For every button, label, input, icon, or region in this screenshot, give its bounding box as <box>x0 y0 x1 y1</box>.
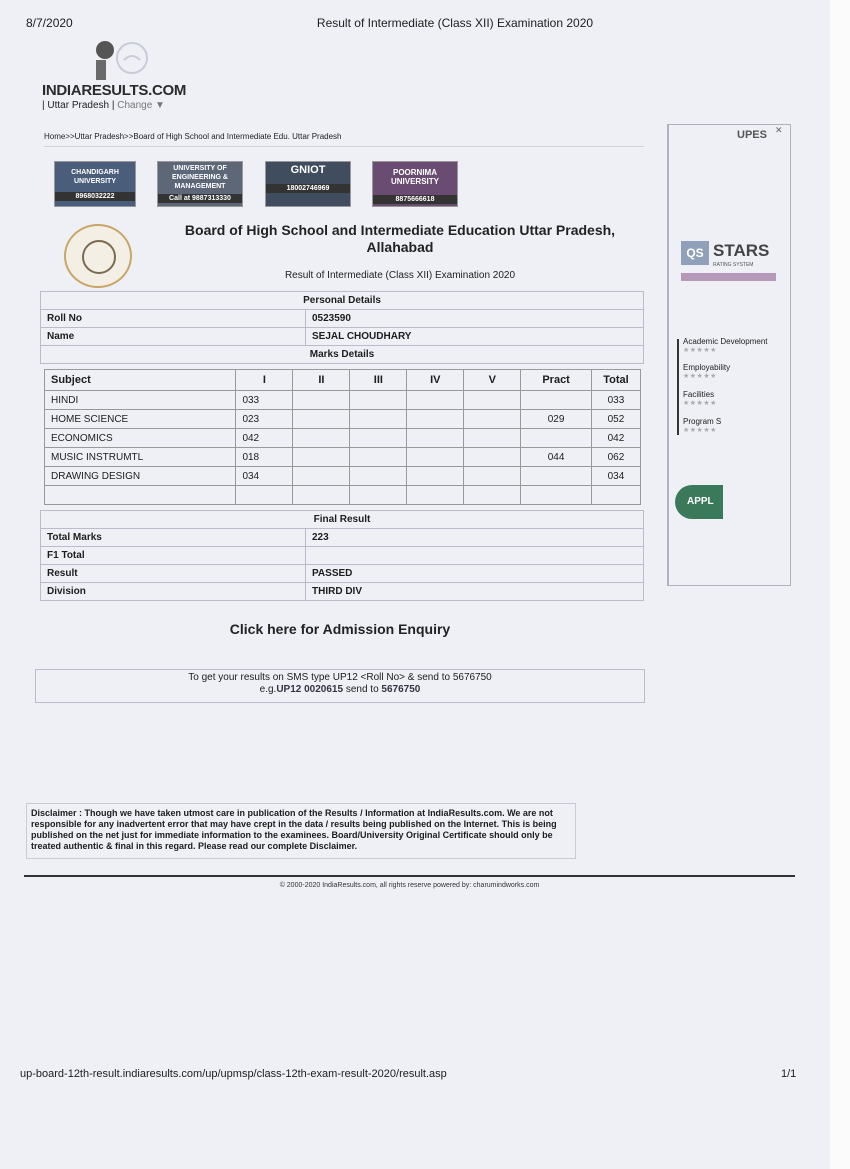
mark-cell: 034 <box>236 467 293 486</box>
board-emblem-icon <box>64 224 132 288</box>
sms-example: e.g.UP12 0020615 send to 5676750 <box>259 684 421 695</box>
mark-cell <box>293 448 350 467</box>
qs-subtitle: RATING SYSTEM <box>713 262 754 268</box>
qs-stars-badge <box>681 241 776 287</box>
brand-name: INDIARESULTS.COM <box>42 82 187 99</box>
breadcrumb[interactable]: Home>>Uttar Pradesh>>Board of High School and Intermediate Edu. Uttar Pradesh <box>44 132 342 141</box>
criterion-employability: Employability ★★★★★ <box>683 363 731 380</box>
pract-cell: 044 <box>521 448 592 467</box>
col-paper-5: V <box>464 370 521 391</box>
criterion-academic: Academic Development ★★★★★ <box>683 337 768 354</box>
mark-cell <box>464 391 521 410</box>
roll-no-label: Roll No <box>41 310 306 328</box>
qs-title: STARS <box>713 241 770 260</box>
division-label: Division <box>41 583 306 601</box>
personal-details-table <box>40 291 644 364</box>
table-row <box>45 448 641 467</box>
mark-cell <box>293 429 350 448</box>
print-title: Result of Intermediate (Class XII) Examination 2020 <box>316 16 594 30</box>
col-paper-3: III <box>350 370 407 391</box>
qs-logo: QS <box>681 241 709 265</box>
exam-subtitle: Result of Intermediate (Class XII) Examination 2020 <box>284 270 516 281</box>
print-date: 8/7/2020 <box>26 16 73 30</box>
result-label: Result <box>41 565 306 583</box>
print-url: up-board-12th-result.indiaresults.com/up/upmsp/class-12th-exam-result-2020/result.asp <box>20 1068 447 1080</box>
mark-cell: 033 <box>236 391 293 410</box>
paper-edge <box>830 0 850 1169</box>
print-page-number: 1/1 <box>781 1068 797 1080</box>
mark-cell <box>350 391 407 410</box>
mark-cell <box>407 429 464 448</box>
mark-cell <box>407 486 464 505</box>
table-row <box>45 486 641 505</box>
brand-region: | Uttar Pradesh | <box>42 100 115 111</box>
disclaimer-box: Disclaimer : Though we have taken utmost care in publication of the Results / Information at IndiaResults.com. We are not responsible for any inadvertent error that may have crept in the data / results being published on the Internet. This is being published on the net just for immediate information to the examinees. Board/University Original Certificate should only be treated authentic & final in this regard. Please read our complete Disclaimer. <box>26 803 576 859</box>
col-paper-1: I <box>236 370 293 391</box>
board-title: Board of High School and Intermediate Education Uttar Pradesh, Allahabad <box>184 222 616 255</box>
upes-logo: UPES <box>737 129 767 141</box>
total-marks-label: Total Marks <box>41 529 306 547</box>
sms-instruction: To get your results on SMS type UP12 <Roll No> & send to 5676750 <box>188 672 492 683</box>
f1-total-value <box>306 547 644 565</box>
mark-cell <box>350 448 407 467</box>
breadcrumb-divider <box>44 146 644 147</box>
total-marks-value: 223 <box>306 529 644 547</box>
col-total: Total <box>591 370 640 391</box>
pract-cell <box>521 467 592 486</box>
admission-enquiry-link[interactable]: Click here for Admission Enquiry <box>229 621 451 637</box>
sms-info-box <box>35 669 645 703</box>
mark-cell <box>236 486 293 505</box>
division-value: THIRD DIV <box>306 583 644 601</box>
total-cell: 042 <box>591 429 640 448</box>
ad-chandigarh-university[interactable]: CHANDIGARH UNIVERSITY 8968032222 <box>54 161 136 207</box>
total-cell: 062 <box>591 448 640 467</box>
table-row <box>45 410 641 429</box>
criterion-program: Program S ★★★★★ <box>683 417 722 434</box>
total-cell: 034 <box>591 467 640 486</box>
final-result-heading: Final Result <box>41 511 644 529</box>
col-paper-4: IV <box>407 370 464 391</box>
table-row <box>45 391 641 410</box>
marks-header-row <box>45 370 641 391</box>
pract-cell: 029 <box>521 410 592 429</box>
roll-no-value: 0523590 <box>306 310 644 328</box>
subject-cell: HOME SCIENCE <box>45 410 236 429</box>
subject-cell: HINDI <box>45 391 236 410</box>
table-row <box>45 467 641 486</box>
mark-cell <box>464 410 521 429</box>
indiaresults-logo[interactable] <box>42 40 192 115</box>
mark-cell: 018 <box>236 448 293 467</box>
mark-cell <box>350 410 407 429</box>
brand-region-row <box>42 100 165 111</box>
name-label: Name <box>41 328 306 346</box>
mark-cell <box>293 467 350 486</box>
rating-stars-icon: ★★★★★ <box>683 373 717 380</box>
rating-stars-icon: ★★★★★ <box>683 347 717 354</box>
subject-cell: ECONOMICS <box>45 429 236 448</box>
table-row <box>45 429 641 448</box>
side-ad-upes[interactable] <box>667 124 791 586</box>
mark-cell <box>350 486 407 505</box>
marks-details-heading: Marks Details <box>41 346 644 364</box>
result-value: PASSED <box>306 565 644 583</box>
mark-cell <box>464 448 521 467</box>
rating-stars-icon: ★★★★★ <box>683 427 717 434</box>
change-region-link[interactable]: Change ▼ <box>117 100 165 111</box>
mark-cell: 023 <box>236 410 293 429</box>
mark-cell <box>464 486 521 505</box>
subject-cell: DRAWING DESIGN <box>45 467 236 486</box>
mark-cell <box>407 448 464 467</box>
mark-cell <box>464 467 521 486</box>
copyright: © 2000-2020 IndiaResults.com, all rights reserve powered by: charumindworks.com <box>279 882 540 889</box>
f1-total-label: F1 Total <box>41 547 306 565</box>
pract-cell <box>521 486 592 505</box>
subject-cell <box>45 486 236 505</box>
subject-cell: MUSIC INSTRUMTL <box>45 448 236 467</box>
total-cell: 033 <box>591 391 640 410</box>
qs-bar <box>681 273 776 281</box>
ad-uem[interactable]: UNIVERSITY OF ENGINEERING & MANAGEMENT Call at 9887313330 <box>157 161 243 207</box>
final-result-table <box>40 510 644 601</box>
mark-cell <box>293 410 350 429</box>
mark-cell <box>350 429 407 448</box>
close-ad-icon[interactable]: ✕ <box>775 125 783 135</box>
personal-details-heading: Personal Details <box>41 292 644 310</box>
mark-cell <box>293 391 350 410</box>
pract-cell <box>521 391 592 410</box>
marks-table <box>44 369 641 505</box>
apply-button[interactable]: APPL <box>675 485 723 519</box>
criteria-bar <box>677 339 679 435</box>
mark-cell <box>407 467 464 486</box>
ad-poornima[interactable]: POORNIMA UNIVERSITY 8875666618 <box>372 161 458 207</box>
col-subject: Subject <box>45 370 236 391</box>
total-cell <box>591 486 640 505</box>
total-cell: 052 <box>591 410 640 429</box>
footer-divider <box>24 875 795 877</box>
mark-cell <box>407 391 464 410</box>
ad-gniot[interactable]: GNIOT 18002746969 <box>265 161 351 207</box>
col-paper-2: II <box>293 370 350 391</box>
mark-cell <box>407 410 464 429</box>
mark-cell <box>464 429 521 448</box>
pract-cell <box>521 429 592 448</box>
col-practical: Pract <box>521 370 592 391</box>
mark-cell <box>350 467 407 486</box>
mark-cell <box>293 486 350 505</box>
criterion-facilities: Facilities ★★★★★ <box>683 390 717 407</box>
mark-cell: 042 <box>236 429 293 448</box>
name-value: SEJAL CHOUDHARY <box>306 328 644 346</box>
logo-mark-icon <box>90 40 172 82</box>
rating-stars-icon: ★★★★★ <box>683 400 717 407</box>
